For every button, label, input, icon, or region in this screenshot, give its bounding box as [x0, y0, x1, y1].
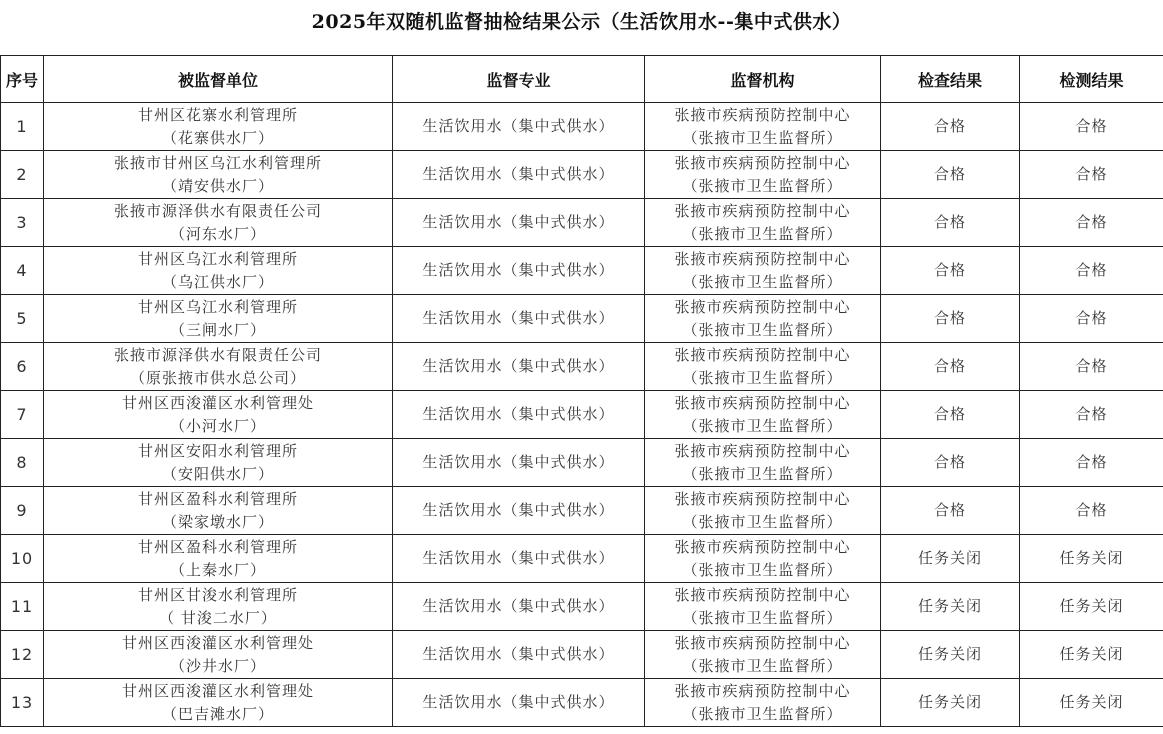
testing-result: 合格: [1075, 213, 1108, 231]
unit-name: 张掖市甘州区乌江水利管理所: [113, 153, 322, 172]
testing-result-cell: [1020, 247, 1163, 295]
serial-number-cell: [1, 391, 44, 439]
testing-result-cell: [1020, 583, 1163, 631]
unit-facility: （乌江供水厂）: [161, 272, 274, 291]
inspection-result: 任务关闭: [917, 645, 982, 663]
agency-subname: （张掖市卫生监督所）: [682, 608, 843, 627]
inspection-result: 任务关闭: [917, 597, 982, 615]
serial-number: 1: [16, 117, 28, 136]
specialty-text: 生活饮用水（集中式供水）: [422, 117, 615, 135]
serial-number-cell: [1, 583, 44, 631]
supervised-unit-cell: [44, 391, 393, 439]
agency-subname: （张掖市卫生监督所）: [682, 512, 843, 531]
unit-facility: （安阳供水厂）: [161, 464, 274, 483]
unit-facility: （ 甘浚二水厂）: [159, 608, 277, 627]
inspection-result: 合格: [933, 405, 966, 423]
serial-number-cell: [1, 199, 44, 247]
specialty-cell: [393, 391, 645, 439]
agency-subname: （张掖市卫生监督所）: [682, 656, 843, 675]
agency-subname: （张掖市卫生监督所）: [682, 464, 843, 483]
testing-result-cell: [1020, 679, 1163, 727]
serial-number: 4: [16, 261, 28, 280]
table-row: [1, 391, 1163, 439]
agency-cell: [645, 535, 881, 583]
unit-facility: （三闸水厂）: [169, 320, 266, 339]
inspection-result: 合格: [933, 261, 966, 279]
specialty-cell: [393, 199, 645, 247]
serial-number: 6: [16, 357, 28, 376]
agency-subname: （张掖市卫生监督所）: [682, 704, 843, 723]
specialty-text: 生活饮用水（集中式供水）: [422, 693, 615, 711]
agency-name: 张掖市疾病预防控制中心: [674, 201, 851, 220]
inspection-result-cell: [881, 679, 1020, 727]
unit-name: 甘州区盈科水利管理所: [137, 489, 298, 508]
specialty-text: 生活饮用水（集中式供水）: [422, 357, 615, 375]
serial-number: 10: [10, 549, 34, 568]
unit-facility: （梁家墩水厂）: [161, 512, 274, 531]
unit-name: 甘州区西浚灌区水利管理处: [121, 633, 314, 652]
header-supervised-unit: 被监督单位: [44, 56, 393, 103]
serial-number: 8: [16, 453, 28, 472]
inspection-result: 合格: [933, 213, 966, 231]
specialty-cell: [393, 487, 645, 535]
table-row: [1, 247, 1163, 295]
agency-cell: [645, 103, 881, 151]
unit-facility: （巴吉滩水厂）: [161, 704, 274, 723]
serial-number: 3: [16, 213, 28, 232]
agency-name: 张掖市疾病预防控制中心: [674, 441, 851, 460]
header-serial-number: 序号: [1, 56, 44, 103]
agency-cell: [645, 295, 881, 343]
agency-cell: [645, 151, 881, 199]
document-title: 2025年双随机监督抽检结果公示（生活饮用水--集中式供水）: [311, 11, 852, 33]
supervised-unit-cell: [44, 439, 393, 487]
agency-name: 张掖市疾病预防控制中心: [674, 297, 851, 316]
serial-number-cell: [1, 295, 44, 343]
supervised-unit-cell: [44, 295, 393, 343]
table-row: [1, 199, 1163, 247]
unit-name: 甘州区西浚灌区水利管理处: [121, 681, 314, 700]
specialty-text: 生活饮用水（集中式供水）: [422, 549, 615, 567]
serial-number: 5: [16, 309, 28, 328]
testing-result: 任务关闭: [1059, 597, 1124, 615]
unit-name: 甘州区乌江水利管理所: [137, 249, 298, 268]
inspection-result-cell: [881, 295, 1020, 343]
table-row: [1, 583, 1163, 631]
agency-name: 张掖市疾病预防控制中心: [674, 489, 851, 508]
table-row: [1, 487, 1163, 535]
inspection-result-cell: [881, 343, 1020, 391]
serial-number-cell: [1, 487, 44, 535]
serial-number-cell: [1, 103, 44, 151]
inspection-result-cell: [881, 247, 1020, 295]
testing-result: 合格: [1075, 501, 1108, 519]
agency-cell: [645, 247, 881, 295]
supervised-unit-cell: [44, 583, 393, 631]
serial-number-cell: [1, 247, 44, 295]
inspection-result-cell: [881, 103, 1020, 151]
inspection-result-cell: [881, 439, 1020, 487]
specialty-cell: [393, 439, 645, 487]
serial-number: 9: [16, 501, 28, 520]
supervised-unit-cell: [44, 199, 393, 247]
unit-name: 甘州区盈科水利管理所: [137, 537, 298, 556]
specialty-cell: [393, 151, 645, 199]
agency-name: 张掖市疾病预防控制中心: [674, 537, 851, 556]
table-row: [1, 679, 1163, 727]
inspection-result: 任务关闭: [917, 693, 982, 711]
unit-name: 甘州区甘浚水利管理所: [137, 585, 298, 604]
specialty-text: 生活饮用水（集中式供水）: [422, 453, 615, 471]
agency-subname: （张掖市卫生监督所）: [682, 224, 843, 243]
inspection-result: 任务关闭: [917, 549, 982, 567]
testing-result: 合格: [1075, 309, 1108, 327]
supervised-unit-cell: [44, 487, 393, 535]
agency-subname: （张掖市卫生监督所）: [682, 176, 843, 195]
results-table: [0, 55, 1163, 727]
table-row: [1, 295, 1163, 343]
testing-result: 合格: [1075, 165, 1108, 183]
specialty-text: 生活饮用水（集中式供水）: [422, 597, 615, 615]
unit-facility: （小河水厂）: [169, 416, 266, 435]
specialty-cell: [393, 583, 645, 631]
inspection-result-cell: [881, 199, 1020, 247]
testing-result: 合格: [1075, 405, 1108, 423]
testing-result: 任务关闭: [1059, 645, 1124, 663]
agency-cell: [645, 631, 881, 679]
agency-subname: （张掖市卫生监督所）: [682, 368, 843, 387]
unit-facility: （原张掖市供水总公司）: [129, 368, 306, 387]
testing-result-cell: [1020, 487, 1163, 535]
testing-result: 合格: [1075, 261, 1108, 279]
serial-number: 12: [10, 645, 34, 664]
serial-number-cell: [1, 631, 44, 679]
agency-subname: （张掖市卫生监督所）: [682, 128, 843, 147]
testing-result-cell: [1020, 343, 1163, 391]
testing-result-cell: [1020, 199, 1163, 247]
inspection-result-cell: [881, 535, 1020, 583]
table-row: [1, 631, 1163, 679]
inspection-result: 合格: [933, 165, 966, 183]
serial-number: 2: [16, 165, 28, 184]
testing-result: 任务关闭: [1059, 693, 1124, 711]
header-inspection-result: 检查结果: [881, 56, 1020, 103]
testing-result: 合格: [1075, 117, 1108, 135]
serial-number-cell: [1, 439, 44, 487]
supervised-unit-cell: [44, 535, 393, 583]
inspection-result: 合格: [933, 357, 966, 375]
agency-cell: [645, 487, 881, 535]
testing-result-cell: [1020, 151, 1163, 199]
agency-cell: [645, 439, 881, 487]
serial-number-cell: [1, 343, 44, 391]
agency-subname: （张掖市卫生监督所）: [682, 560, 843, 579]
header-supervision-agency: 监督机构: [645, 56, 881, 103]
testing-result-cell: [1020, 391, 1163, 439]
testing-result: 任务关闭: [1059, 549, 1124, 567]
serial-number-cell: [1, 151, 44, 199]
agency-name: 张掖市疾病预防控制中心: [674, 249, 851, 268]
specialty-text: 生活饮用水（集中式供水）: [422, 309, 615, 327]
table-row: [1, 343, 1163, 391]
inspection-result: 合格: [933, 501, 966, 519]
agency-name: 张掖市疾病预防控制中心: [674, 681, 851, 700]
serial-number-cell: [1, 535, 44, 583]
agency-subname: （张掖市卫生监督所）: [682, 272, 843, 291]
header-testing-result: 检测结果: [1020, 56, 1163, 103]
serial-number-cell: [1, 679, 44, 727]
table-row: [1, 535, 1163, 583]
agency-cell: [645, 679, 881, 727]
specialty-text: 生活饮用水（集中式供水）: [422, 213, 615, 231]
testing-result-cell: [1020, 439, 1163, 487]
unit-facility: （河东水厂）: [169, 224, 266, 243]
unit-name: 甘州区安阳水利管理所: [137, 441, 298, 460]
specialty-cell: [393, 631, 645, 679]
agency-cell: [645, 391, 881, 439]
unit-facility: （沙井水厂）: [169, 656, 266, 675]
unit-name: 甘州区乌江水利管理所: [137, 297, 298, 316]
inspection-result: 合格: [933, 117, 966, 135]
specialty-cell: [393, 247, 645, 295]
table-row: [1, 439, 1163, 487]
inspection-result: 合格: [933, 453, 966, 471]
unit-name: 甘州区花寨水利管理所: [137, 105, 298, 124]
specialty-text: 生活饮用水（集中式供水）: [422, 165, 615, 183]
serial-number: 11: [10, 597, 34, 616]
agency-subname: （张掖市卫生监督所）: [682, 320, 843, 339]
specialty-cell: [393, 295, 645, 343]
specialty-text: 生活饮用水（集中式供水）: [422, 405, 615, 423]
header-supervision-specialty: 监督专业: [393, 56, 645, 103]
specialty-cell: [393, 343, 645, 391]
specialty-cell: [393, 535, 645, 583]
unit-name: 甘州区西浚灌区水利管理处: [121, 393, 314, 412]
unit-name: 张掖市源泽供水有限责任公司: [113, 201, 322, 220]
unit-facility: （靖安供水厂）: [161, 176, 274, 195]
table-row: [1, 103, 1163, 151]
supervised-unit-cell: [44, 151, 393, 199]
testing-result: 合格: [1075, 357, 1108, 375]
testing-result-cell: [1020, 631, 1163, 679]
supervised-unit-cell: [44, 103, 393, 151]
agency-name: 张掖市疾病预防控制中心: [674, 633, 851, 652]
specialty-text: 生活饮用水（集中式供水）: [422, 501, 615, 519]
testing-result-cell: [1020, 535, 1163, 583]
agency-name: 张掖市疾病预防控制中心: [674, 345, 851, 364]
testing-result-cell: [1020, 295, 1163, 343]
agency-cell: [645, 583, 881, 631]
inspection-result-cell: [881, 391, 1020, 439]
serial-number: 13: [10, 693, 34, 712]
serial-number: 7: [16, 405, 28, 424]
table-header-row: [1, 56, 1163, 103]
inspection-result-cell: [881, 151, 1020, 199]
inspection-result: 合格: [933, 309, 966, 327]
unit-name: 张掖市源泽供水有限责任公司: [113, 345, 322, 364]
agency-cell: [645, 343, 881, 391]
supervised-unit-cell: [44, 247, 393, 295]
agency-name: 张掖市疾病预防控制中心: [674, 153, 851, 172]
inspection-result-cell: [881, 583, 1020, 631]
table-row: [1, 151, 1163, 199]
agency-name: 张掖市疾病预防控制中心: [674, 393, 851, 412]
table-body: [1, 103, 1163, 727]
agency-name: 张掖市疾病预防控制中心: [674, 585, 851, 604]
specialty-cell: [393, 679, 645, 727]
supervised-unit-cell: [44, 343, 393, 391]
supervised-unit-cell: [44, 631, 393, 679]
agency-subname: （张掖市卫生监督所）: [682, 416, 843, 435]
supervised-unit-cell: [44, 679, 393, 727]
testing-result: 合格: [1075, 453, 1108, 471]
unit-facility: （上秦水厂）: [169, 560, 266, 579]
specialty-text: 生活饮用水（集中式供水）: [422, 261, 615, 279]
inspection-result-cell: [881, 487, 1020, 535]
agency-cell: [645, 199, 881, 247]
inspection-result-cell: [881, 631, 1020, 679]
unit-facility: （花寨供水厂）: [161, 128, 274, 147]
agency-name: 张掖市疾病预防控制中心: [674, 105, 851, 124]
specialty-text: 生活饮用水（集中式供水）: [422, 645, 615, 663]
testing-result-cell: [1020, 103, 1163, 151]
specialty-cell: [393, 103, 645, 151]
